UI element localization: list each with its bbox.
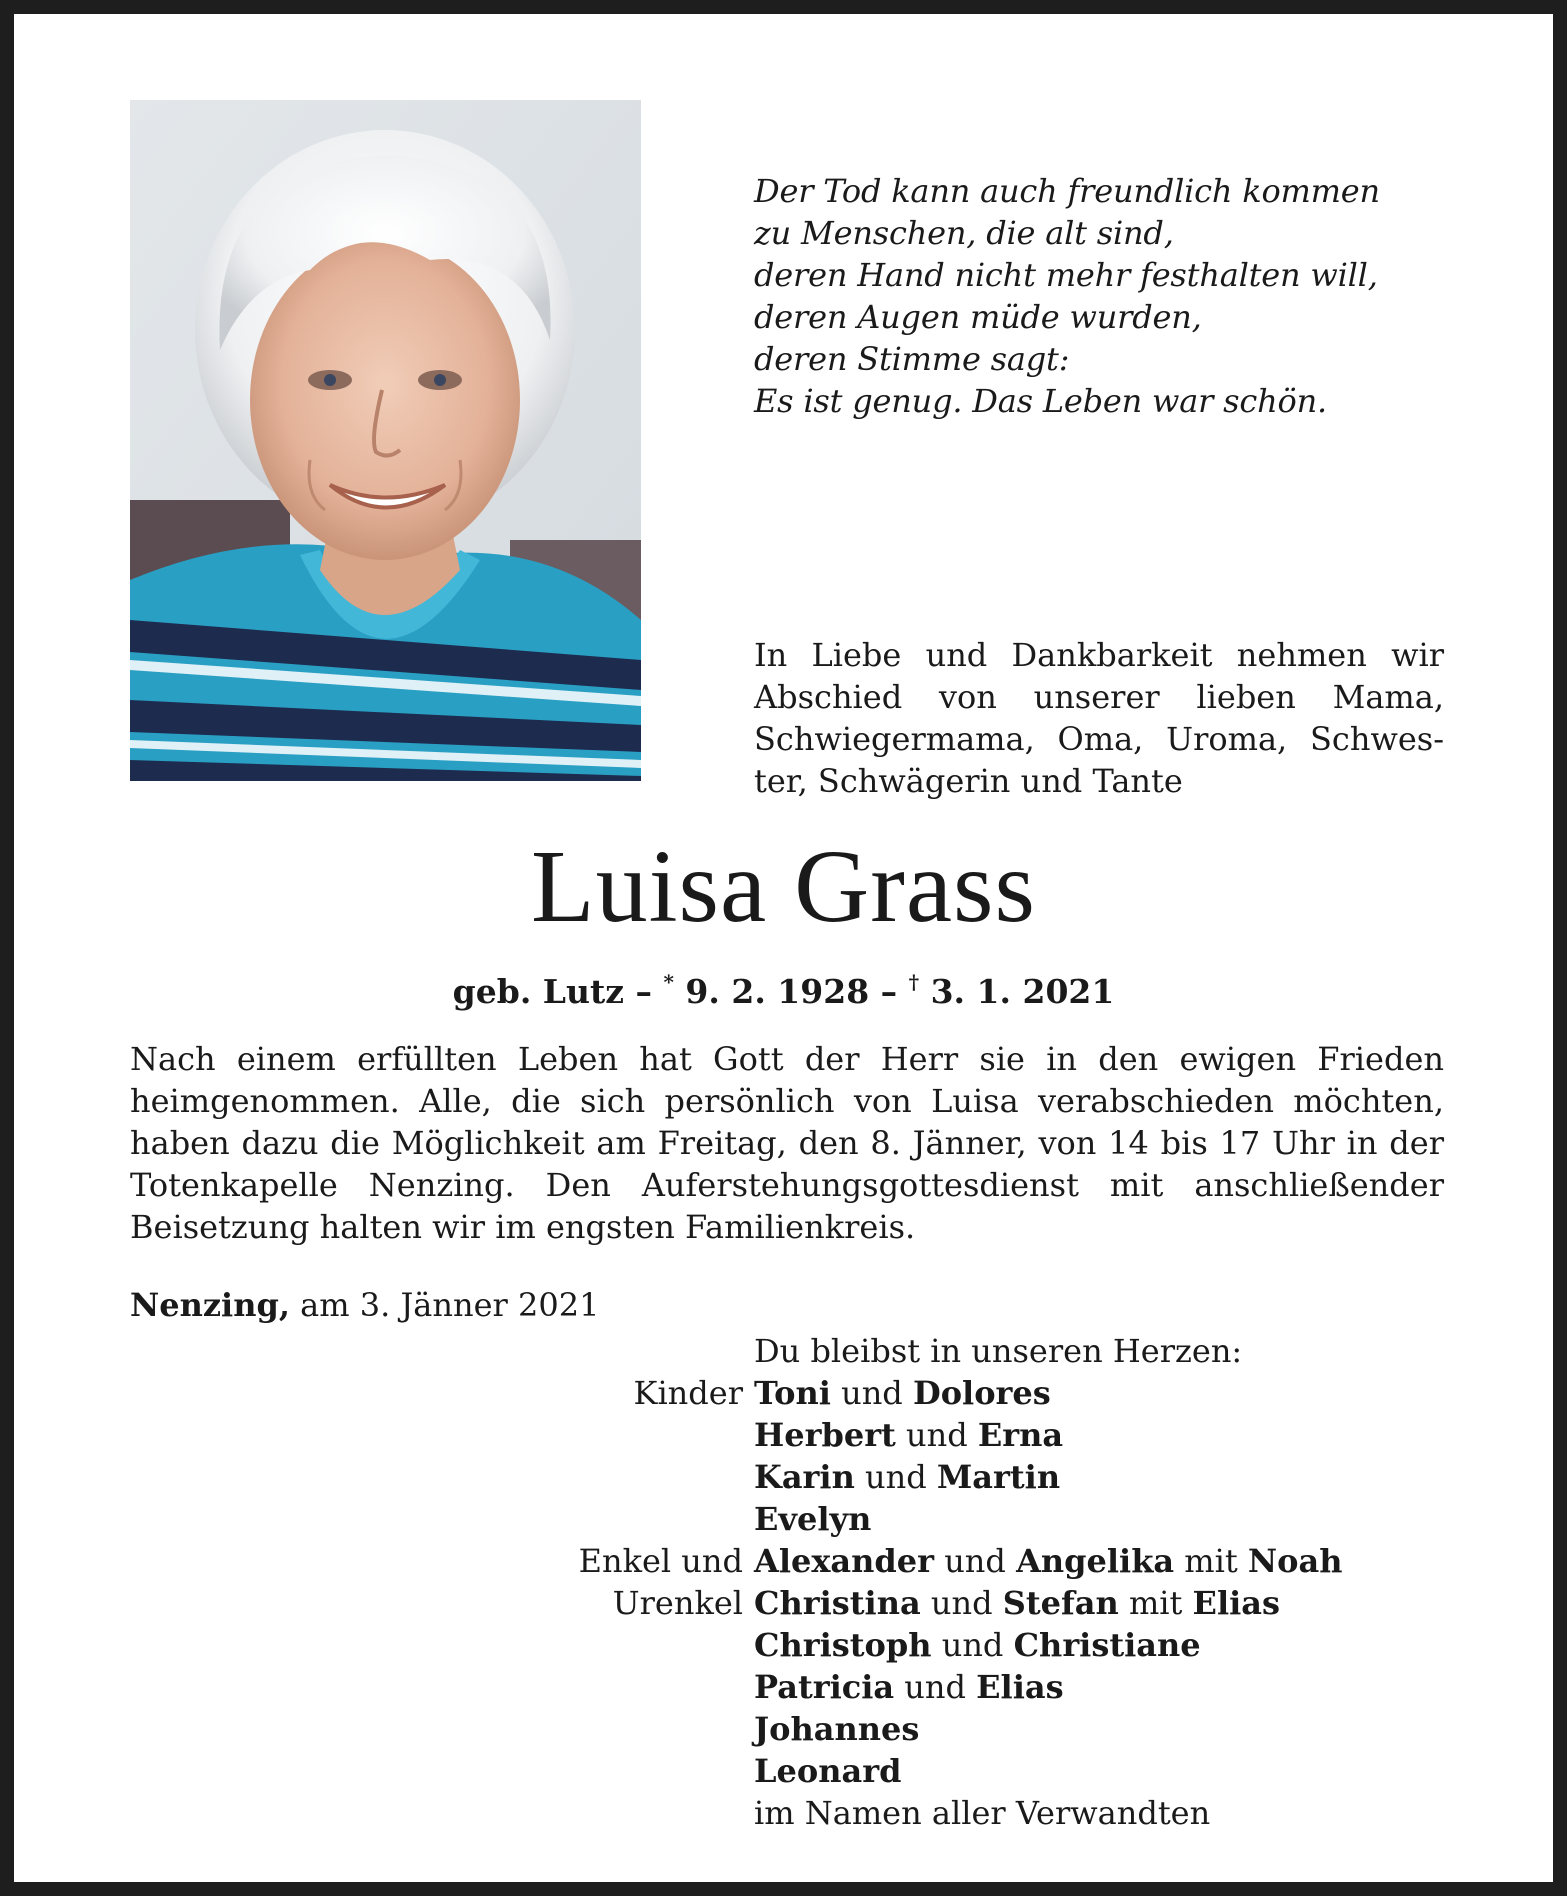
- family-row-label: Enkel und: [578, 1542, 743, 1580]
- family-row: [14, 1582, 1553, 1624]
- poem-line: Es ist genug. Das Leben war schön.: [754, 382, 1327, 420]
- intro-line: ter, Schwägerin und Tante: [754, 762, 1183, 800]
- family-member-name: Toni: [754, 1374, 831, 1412]
- intro-paragraph: [754, 634, 1444, 802]
- intro-line: Abschied von unserer lieben Mama,: [754, 678, 1444, 716]
- family-member-name: Dolores: [912, 1374, 1051, 1412]
- place-town: Nenzing,: [130, 1286, 290, 1324]
- family-row-names: [754, 1372, 1051, 1414]
- dash: –: [623, 972, 664, 1011]
- connector-text: und: [854, 1458, 937, 1496]
- family-row: [14, 1456, 1553, 1498]
- family-row: [14, 1372, 1553, 1414]
- death-symbol: †: [908, 970, 920, 994]
- birth-symbol: *: [663, 970, 674, 994]
- family-row: [14, 1792, 1553, 1834]
- family-member-name: Evelyn: [754, 1500, 872, 1538]
- family-member-name: Elias: [1192, 1584, 1280, 1622]
- poem-line: zu Menschen, die alt sind,: [754, 214, 1174, 252]
- obituary-page: [14, 14, 1553, 1882]
- family-row-names: [754, 1540, 1342, 1582]
- life-dates: [14, 960, 1553, 1014]
- family-row-label: Urenkel: [612, 1584, 743, 1622]
- family-row-names: [754, 1582, 1280, 1624]
- maiden-name: geb. Lutz: [452, 972, 624, 1011]
- connector-text: und: [894, 1668, 977, 1706]
- family-list: [14, 1372, 1553, 1834]
- connector-text: mit: [1118, 1584, 1193, 1622]
- poem-line: deren Augen müde wurden,: [754, 298, 1202, 336]
- body-line: heimgenommen. Alle, die sich persönlich von Luisa verabschieden möchten,: [130, 1082, 1444, 1120]
- family-member-name: Christiane: [1013, 1626, 1201, 1664]
- birth-date: 9. 2. 1928: [673, 972, 870, 1011]
- family-row-label: Kinder: [633, 1374, 743, 1412]
- poem: [754, 170, 1454, 422]
- place-date: [130, 1284, 599, 1326]
- family-row-names: [754, 1414, 1063, 1456]
- family-member-name: Martin: [936, 1458, 1061, 1496]
- family-row: [14, 1414, 1553, 1456]
- main-paragraph: [130, 1038, 1444, 1248]
- family-row: [14, 1708, 1553, 1750]
- body-line: Nach einem erfüllten Leben hat Gott der Herr sie in den ewigen Frieden: [130, 1040, 1444, 1078]
- deceased-name: Luisa Grass: [531, 829, 1036, 944]
- body-line: Totenkapelle Nenzing. Den Auferstehungsgottesdienst mit anschließender: [130, 1166, 1444, 1204]
- portrait-image: [130, 100, 641, 781]
- connector-text: und: [830, 1374, 913, 1412]
- family-member-name: Leonard: [754, 1752, 902, 1790]
- family-member-name: Stefan: [1002, 1584, 1119, 1622]
- connector-text: und: [931, 1626, 1014, 1664]
- family-member-name: Johannes: [754, 1710, 920, 1748]
- family-row-names: [754, 1498, 871, 1540]
- family-member-name: Alexander: [754, 1542, 935, 1580]
- family-member-name: Erna: [977, 1416, 1064, 1454]
- family-row: [14, 1750, 1553, 1792]
- family-member-name: Christina: [754, 1584, 921, 1622]
- dash: –: [869, 972, 909, 1011]
- body-line: Beisetzung halten wir im engsten Familienkreis.: [130, 1208, 916, 1246]
- poem-line: deren Hand nicht mehr festhalten will,: [754, 256, 1378, 294]
- poem-line: deren Stimme sagt:: [754, 340, 1070, 378]
- intro-line: In Liebe und Dankbarkeit nehmen wir: [754, 636, 1444, 674]
- family-row: [14, 1540, 1553, 1582]
- family-heading: Du bleibst in unseren Herzen:: [754, 1332, 1243, 1370]
- family-member-name: Elias: [976, 1668, 1064, 1706]
- connector-text: und: [934, 1542, 1017, 1580]
- family-member-name: Patricia: [754, 1668, 895, 1706]
- poem-line: Der Tod kann auch freundlich kommen: [754, 172, 1380, 210]
- body-line: haben dazu die Möglichkeit am Freitag, den 8. Jänner, von 14 bis 17 Uhr in der: [130, 1124, 1444, 1162]
- connector-text: mit: [1174, 1542, 1248, 1580]
- family-row: [14, 1666, 1553, 1708]
- family-member-name: Herbert: [754, 1416, 896, 1454]
- family-row: [14, 1624, 1553, 1666]
- family-member-name: Christoph: [754, 1626, 932, 1664]
- family-row: [14, 1498, 1553, 1540]
- family-member-name: Karin: [754, 1458, 855, 1496]
- family-row-names: [754, 1750, 901, 1792]
- death-date: 3. 1. 2021: [919, 972, 1115, 1011]
- connector-text: und: [920, 1584, 1003, 1622]
- intro-line: Schwiegermama, Oma, Uroma, Schwes-: [754, 720, 1444, 758]
- portrait-photo: [130, 100, 641, 781]
- connector-text: und: [895, 1416, 978, 1454]
- family-member-name: Angelika: [1016, 1542, 1175, 1580]
- family-row-names: [754, 1792, 1210, 1834]
- family-row-names: [754, 1708, 919, 1750]
- place-date-text: am 3. Jänner 2021: [289, 1286, 600, 1324]
- family-row-names: [754, 1624, 1201, 1666]
- family-row-names: [754, 1666, 1064, 1708]
- connector-text: im Namen aller Verwandten: [754, 1794, 1211, 1832]
- family-row-names: [754, 1456, 1060, 1498]
- family-member-name: Noah: [1247, 1542, 1343, 1580]
